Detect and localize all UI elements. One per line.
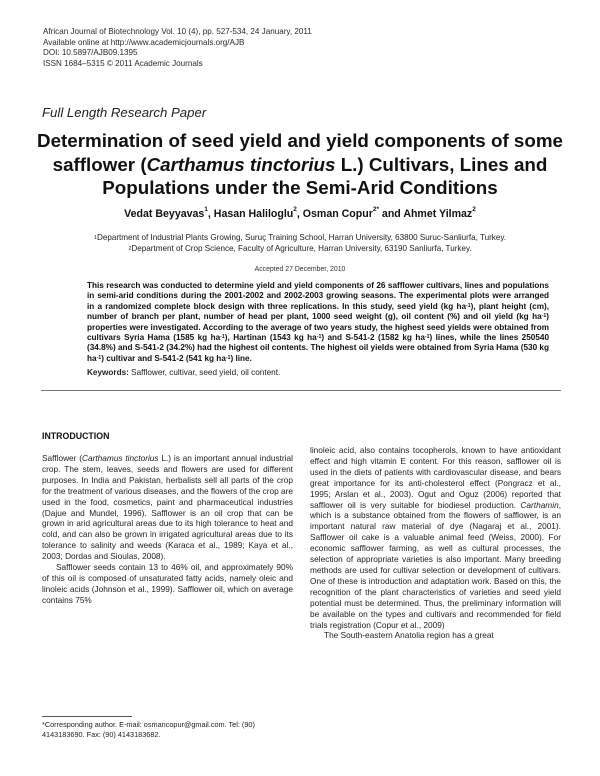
unit-superscript: -1 (424, 334, 430, 341)
accepted-date: Accepted 27 December, 2010 (254, 266, 346, 273)
paragraph-text: Safflower ( (42, 453, 82, 463)
abstract-text: ) lines, while the lines 250540 (34.8%) and S-541-2 (34.2%) had the highest oil contents. The highest oil yields were obtained from Syria Hama (530 kg ha (87, 333, 549, 363)
affiliation (30, 233, 570, 244)
author-separator: and (378, 208, 404, 220)
title-species: Carthamus tinctorius (146, 153, 336, 175)
author-affil-mark: 2 (472, 206, 476, 213)
author-separator: , (207, 208, 214, 220)
paper-type: Full Length Research Paper (42, 105, 207, 120)
abstract-text: ) properties were investigated. According to the average of two years study, the highest seed yields were obtained from cultivars Syria Hama (1585 kg ha (87, 312, 549, 343)
author-list (30, 208, 570, 220)
species-name: Carthamus tinctorius (82, 453, 159, 463)
paragraph (42, 453, 293, 562)
affiliation-text: Department of Crop Science, Faculty of Agriculture, Harran University, 63190 Sanliurfa, Turkey. (131, 243, 472, 253)
title-part-1: Determination of seed yield and yield components of some safflower ( (37, 130, 563, 175)
abstract-text: ) line. (230, 353, 252, 363)
unit-superscript: -1 (225, 354, 231, 361)
journal-header (43, 27, 312, 69)
unit-superscript: -1 (541, 313, 547, 320)
author: Hasan Haliloglu (213, 208, 294, 220)
affiliation-text: Department of Industrial Plants Growing, Suruç Training School, Harran University, 63800 Suruc-Sanliurfa, Turkey. (96, 233, 507, 242)
corresponding-author-footnote: *Corresponding author. E-mail: osmancopur@gmail.com. Tel: (90) 4143183690. Fax: (90) 4143183682. (42, 720, 255, 739)
journal-doi: DOI: 10.5897/AJB09.1395 (43, 48, 138, 58)
journal-url: Available online at http://www.academicjournals.org/AJB (43, 37, 245, 47)
paragraph (310, 445, 561, 630)
abstract-text: ) and S-541-2 (1582 kg ha (321, 333, 425, 343)
unit-superscript: -1 (466, 302, 471, 309)
author-affil-mark: 2 (293, 206, 297, 213)
author-affil-mark: 2* (372, 206, 379, 213)
abstract (87, 281, 549, 364)
abstract-text: ), plant height (cm), number of branch per plant, number of head per plant, 1000 seed weight (g), oil content (%) and oil yield (kg ha (87, 301, 549, 322)
keywords (87, 368, 280, 377)
keywords-text: Safflower, cultivar, seed yield, oil content. (131, 368, 281, 377)
section-divider (41, 390, 561, 391)
paper-title (30, 129, 570, 200)
paragraph-text: linoleic acid, also contains tocopherols, known to have antioxidant effect and high vitamin E content. For this reason, safflower oil is used in the diets of patients with cardiovascular disease, and bears great importance for its anti-cholesterol effect (Pongracz et al., 1995; Arslan et al., 2003). Ogut and Oguz (2006) reported that safflower oil is very suitable for biodiesel production. (310, 445, 561, 510)
paragraph: Safflower seeds contain 13 to 46% oil, and approximately 90% of this oil is composed of unsaturated fatty acids, namely oleic and linoleic acids (Johnson et al., 1999). Safflower oil, which on average contains 75% (42, 562, 293, 605)
left-column (42, 453, 293, 606)
unit-superscript: -1 (96, 354, 102, 361)
italic-term: Carthamin (520, 499, 559, 510)
footnote-rule (42, 716, 132, 717)
affiliation-mark: 2 (128, 245, 132, 252)
author-separator: , (296, 208, 303, 220)
introduction-heading: INTRODUCTION (42, 431, 110, 441)
affiliation-mark: 1 (93, 235, 97, 241)
abstract-text: ) cultivar and S-541-2 (541 kg ha (101, 353, 226, 363)
abstract-text: ), Hartinan (1543 kg ha (224, 333, 317, 343)
journal-citation: African Journal of Biotechnology Vol. 10 (4), pp. 527-534, 24 January, 2011 (43, 27, 312, 36)
right-column (310, 445, 561, 641)
journal-issn: ISSN 1684–5315 © 2011 Academic Journals (43, 58, 203, 68)
author: Osman Copur (302, 208, 373, 220)
keywords-label: Keywords: (87, 368, 129, 377)
unit-superscript: -1 (316, 334, 322, 341)
title-part-2: L.) Cultivars, Lines and Populations under the Semi-Arid Conditions (102, 153, 548, 198)
author: Vedat Beyyavas (124, 208, 205, 220)
author: Ahmet Yilmaz (403, 208, 473, 220)
paragraph-text: , which is a substance obtained from the flowers of safflower, is an important natural raw material of dye (Nagaraj et al., 2001). Safflower oil cake is a valuable animal feed (Weiss, 2000). For economic safflower farming, as well as cultural processes, the selection of appropriate varieties is also important. Many breeding methods are used for cultivar selection or development of cultivars. One of these is introduction and adaptation work. Based on this, the recognition of the plant characteristics of varieties and seed yield potential must be determined. Thus, the preliminary information will be available on the types and cultivars and recommended for field trials registration (Copur et al., 2009) (310, 499, 561, 630)
paragraph-text: L.) is an important annual industrial crop. The stem, leaves, seeds and flowers are used for different purposes. In India and Pakistan, herbalists sell all parts of the crop for the treatment of various diseases, and the flowers of the crop are used in the food, cosmetics, paint and pharmaceutical industries (Dajue and Mundel, 1996). Safflower is an oil crop that can be grown in arid agricultural areas due to its high tolerance to heat and cold, and can also be grown in irrigated agricultural areas due to its tolerance to salinity and weeds (Karaca et al., 1989; Kaya et al., 2003; Dordas and Sioulas, 2008). (42, 453, 293, 562)
author-affil-mark: 1 (204, 206, 208, 213)
paragraph: The South-eastern Anatolia region has a great (324, 630, 494, 641)
unit-superscript: -1 (220, 334, 225, 341)
affiliations (30, 233, 570, 255)
affiliation (30, 244, 570, 255)
abstract-text: This research was conducted to determine yield and yield components of 26 safflower cultivars, lines and populations in semi-arid conditions during the 2001-2002 and 2002-2003 growing seasons. The experimental plots were arranged in a randomized complete block design with three replications. In this study, seed yield (kg ha (87, 281, 549, 311)
